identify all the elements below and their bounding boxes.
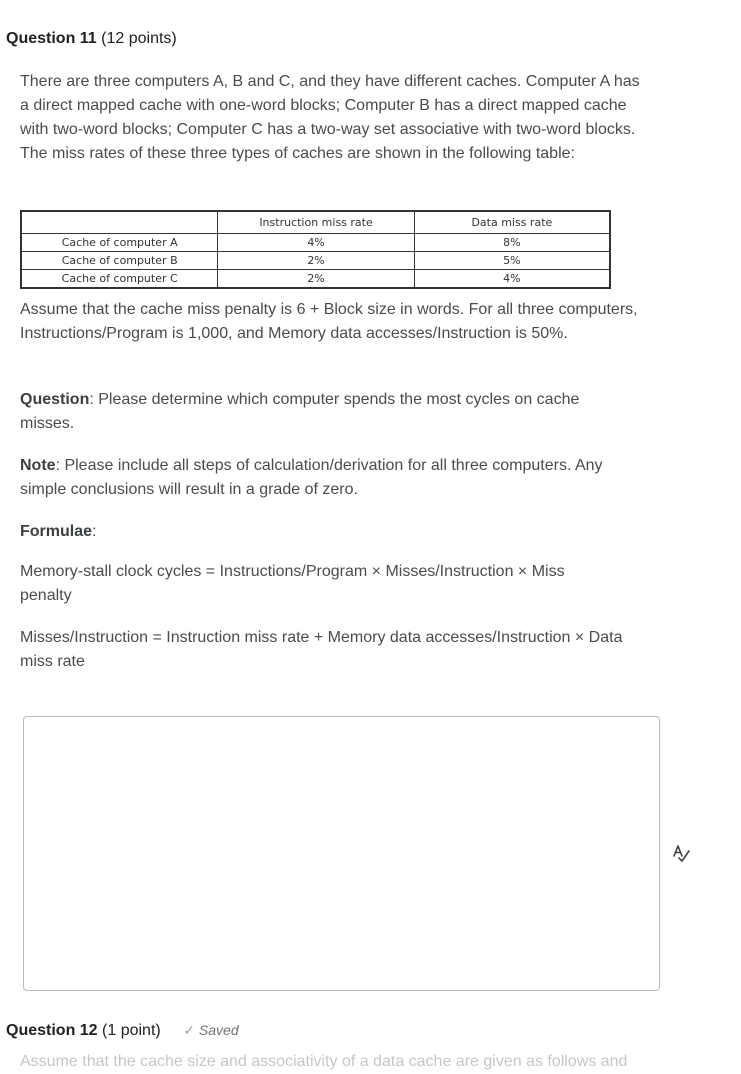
table-row (21, 252, 610, 270)
question-12-points: (1 point) (102, 1022, 161, 1039)
formula-memory-stall: Memory-stall clock cycles = Instructions/Program × Misses/Instruction × Miss penalty (20, 563, 565, 604)
assumption-text: Assume that the cache miss penalty is 6 + Block size in words. For all three computers, Instructions/Program is 1,000, and Memory data accesses/Instruction is 50%. (20, 301, 638, 342)
table-cell: 2% (218, 252, 414, 270)
table-header-cell: Data miss rate (414, 211, 610, 234)
formulae-heading (20, 520, 650, 544)
table-cell: 4% (218, 234, 414, 252)
formulae-colon: : (92, 523, 97, 540)
question-12-title: Question 12 (6, 1022, 98, 1039)
saved-label: Saved (198, 1022, 239, 1038)
table-cell: Cache of computer A (21, 234, 218, 252)
table-header-cell: Instruction miss rate (218, 211, 414, 234)
table-cell: Cache of computer B (21, 252, 218, 270)
question-11-header (6, 30, 177, 48)
table-row (21, 234, 610, 252)
note-body: : Please include all steps of calculation/derivation for all three computers. Any simple conclusions will result in a grade of zero. (20, 457, 603, 498)
formula-misses-per-instruction: Misses/Instruction = Instruction miss rate + Memory data accesses/Instruction × Data miss rate (20, 629, 623, 670)
table-cell: 8% (414, 234, 610, 252)
spellcheck-icon[interactable] (671, 843, 691, 863)
question-12-preview-text: Assume that the cache size and associativity of a data cache are given as follows and (20, 1053, 628, 1070)
question-prompt (20, 388, 620, 436)
question-text: : Please determine which computer spends the most cycles on cache misses. (20, 391, 580, 432)
question-label: Question (20, 391, 90, 408)
table-cell: Cache of computer C (21, 270, 218, 289)
note-text (20, 454, 645, 502)
answer-textarea[interactable] (23, 716, 660, 991)
question-12-preview (20, 1053, 628, 1070)
miss-rate-table (20, 210, 611, 289)
table-cell: 4% (414, 270, 610, 289)
saved-status (183, 1022, 238, 1039)
table-header-cell (21, 211, 218, 234)
question-11-title: Question 11 (6, 30, 97, 47)
question-intro: There are three computers A, B and C, and they have different caches. Computer A has a direct mapped cache with one-word blocks; Computer B has a direct mapped cache with two-word blocks; Computer C has a two-way set associative with two-word blocks. The miss rates of these three types of caches are shown in the following table: (20, 73, 640, 162)
question-12-header (6, 1022, 239, 1040)
checkmark-icon: ✓ (183, 1022, 195, 1038)
table-header-row (21, 211, 610, 234)
table-cell: 5% (414, 252, 610, 270)
formulae-label: Formulae (20, 523, 93, 540)
question-11-points: (12 points) (101, 30, 177, 47)
table-cell: 2% (218, 270, 414, 289)
table-row (21, 270, 610, 289)
note-label: Note (20, 457, 56, 474)
